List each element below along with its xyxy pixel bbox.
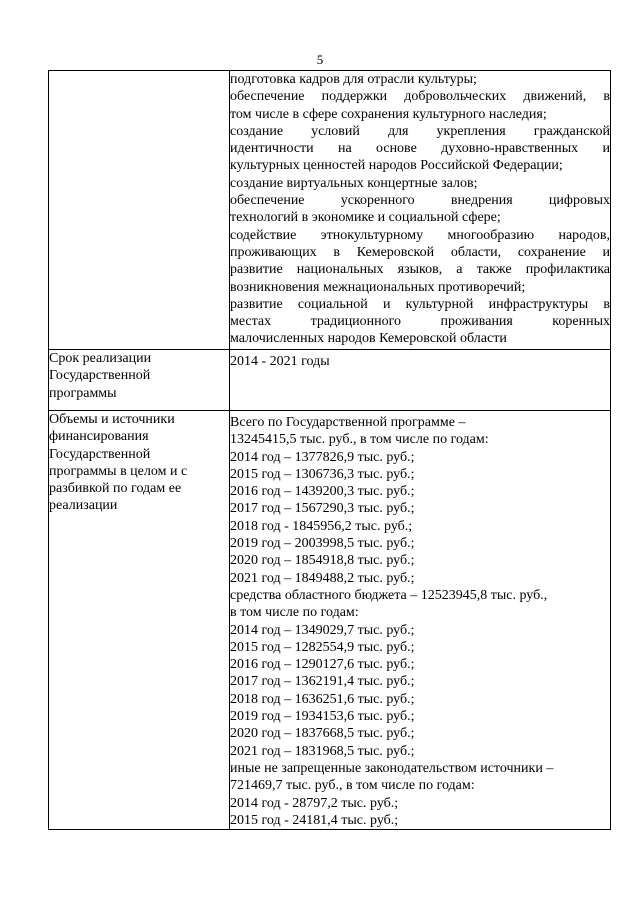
text-line: обеспечение поддержки добровольческих движений, в xyxy=(230,89,610,105)
text-line: проживающих в Кемеровской области, сохранение и xyxy=(230,244,610,260)
page-number: 5 xyxy=(316,52,324,67)
label-line: Объемы и источники xyxy=(49,412,175,427)
text-line: подготовка кадров для отрасли культуры; xyxy=(230,72,477,87)
text-line: возникновения межнациональных противоречий; xyxy=(230,279,526,295)
text-line: 2015 год – 1306736,3 тыс. руб.; xyxy=(230,466,415,482)
label-line: программы в целом и с xyxy=(49,463,188,479)
label-line: реализации xyxy=(49,498,118,514)
text-line: 2018 год – 1636251,6 тыс. руб.; xyxy=(230,691,415,707)
label-line: разбивкой по годам ее xyxy=(49,481,182,497)
text-line: создание виртуальных концертные залов; xyxy=(230,175,478,191)
text-line: 2014 год – 1377826,9 тыс. руб.; xyxy=(230,449,415,465)
funding-value-cell xyxy=(230,411,611,830)
text-line: 2015 год - 24181,4 тыс. руб.; xyxy=(230,812,399,828)
text-line: 2015 год – 1282554,9 тыс. руб.; xyxy=(230,639,415,655)
label-line: Срок реализации xyxy=(49,351,152,366)
text-line: Всего по Государственной программе – xyxy=(230,415,466,430)
text-line: 2014 год - 28797,2 тыс. руб.; xyxy=(230,795,399,811)
text-line: обеспечение ускоренного внедрения цифровых xyxy=(230,193,610,209)
text-line: том числе в сфере сохранения культурного наследия; xyxy=(230,106,547,122)
text-line: 2017 год – 1567290,3 тыс. руб.; xyxy=(230,501,415,517)
text-line: местах традиционного проживания коренных xyxy=(230,314,610,330)
text-line: содействие этнокультурному многообразию народов, xyxy=(230,227,610,243)
text-line: 2016 год – 1439200,3 тыс. руб.; xyxy=(230,484,415,500)
funding-row xyxy=(49,411,611,830)
text-line: средства областного бюджета – 12523945,8 тыс. руб., xyxy=(230,587,548,603)
label-line: финансирования xyxy=(49,429,149,445)
text-line: 2021 год – 1849488,2 тыс. руб.; xyxy=(230,570,415,586)
text-line: создание условий для укрепления гражданской xyxy=(230,123,610,139)
term-label-cell xyxy=(49,350,230,411)
text-line: 2019 год – 1934153,6 тыс. руб.; xyxy=(230,709,415,725)
text-line: 2018 год - 1845956,2 тыс. руб.; xyxy=(230,518,413,534)
passport-table xyxy=(48,70,611,830)
text-line: 2014 год – 1349029,7 тыс. руб.; xyxy=(230,622,415,638)
text-line: 2020 год – 1837668,5 тыс. руб.; xyxy=(230,726,415,742)
text-line: иные не запрещенные законодательством источники – xyxy=(230,760,554,776)
text-line: малочисленных народов Кемеровской области xyxy=(230,331,507,347)
text-line: идентичности на основе духовно-нравственных и xyxy=(230,141,610,157)
goals-label-cell xyxy=(49,71,230,350)
goals-value-cell xyxy=(230,71,611,350)
text-line: культурных ценностей народов Российской Федерации; xyxy=(230,158,563,174)
term-value-cell xyxy=(230,350,611,411)
label-line: Государственной xyxy=(49,446,151,462)
text-line: 2017 год – 1362191,4 тыс. руб.; xyxy=(230,674,415,690)
text-line: 13245415,5 тыс. руб., в том числе по годам: xyxy=(230,432,489,448)
text-line: развитие национальных языков, а также профилактика xyxy=(230,262,610,278)
text-line: 2014 - 2021 годы xyxy=(230,354,330,369)
text-line: 721469,7 тыс. руб., в том числе по годам: xyxy=(230,778,475,794)
text-line: 2020 год – 1854918,8 тыс. руб.; xyxy=(230,553,415,569)
text-line: 2016 год – 1290127,6 тыс. руб.; xyxy=(230,657,415,673)
term-row xyxy=(49,350,611,411)
text-line: технологий в экономике и социальной сфере; xyxy=(230,210,501,226)
text-line: 2021 год – 1831968,5 тыс. руб.; xyxy=(230,743,415,759)
label-line: Государственной xyxy=(49,368,151,384)
goals-row xyxy=(49,71,611,350)
text-line: развитие социальной и культурной инфраструктуры в xyxy=(230,296,610,312)
text-line: в том числе по годам: xyxy=(230,605,359,621)
funding-label-cell xyxy=(49,411,230,830)
text-line: 2019 год – 2003998,5 тыс. руб.; xyxy=(230,536,415,552)
label-line: программы xyxy=(49,385,117,401)
